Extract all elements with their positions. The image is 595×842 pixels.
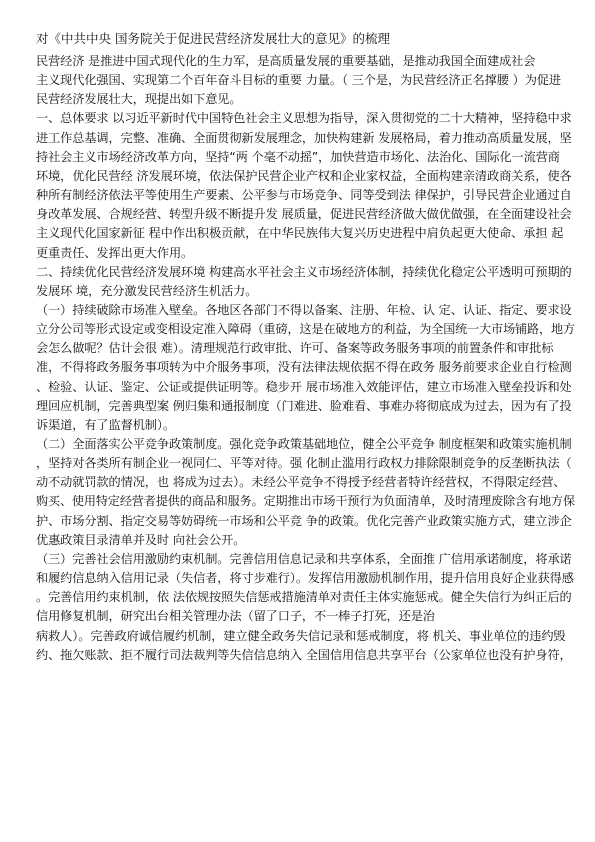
paragraph-line: 二、持续优化民营经济发展环境 构建高水平社会主义市场经济体制，持续优化稳定公平透明可预期的 — [36, 264, 572, 279]
paragraph-line: 购买、使用特定经营者提供的商品和服务。定期推出市场干预行为负面清单，及时清理废除含有地方保 — [36, 494, 575, 509]
paragraph-line: 优惠政策目录清单并及时 向社会公开。 — [36, 532, 246, 547]
paragraph-line: 进工作总基调，完整、准确、全面贯彻新发展理念，加快构建新 发展格局，着力推动高质量发展，坚 — [36, 130, 572, 145]
paragraph-line: 主义现代化国家新征 程中作出积极贡献，在中华民族伟大复兴历史进程中肩负起更大使命、承担 起 — [36, 226, 564, 241]
paragraph-line: （一）持续破除市场准入壁垒。各地区各部门不得以备案、注册、年检、认 定、认证、指定、要求设 — [36, 302, 572, 317]
paragraph-line: 护、市场分割、指定交易等妨碍统一市场和公平竞 争的政策。优化完善产业政策实施方式，建立涉企 — [36, 513, 572, 528]
paragraph-line: 和履约信息纳入信用记录（失信者，将寸步难行）。发挥信用激励机制作用，提升信用良好企业获得感 — [36, 571, 574, 585]
paragraph-line: 发展环 境，充分激发民营经济生机活力。 — [36, 283, 258, 298]
paragraph-line: 民营经济 是推进中国式现代化的生力军，是高质量发展的重要基础，是推动我国全面建成社会 — [36, 54, 536, 68]
paragraph-line: （三）完善社会信用激励约束机制。完善信用信息记录和共享体系，全面推 广信用承诺制度，将承诺 — [36, 551, 572, 566]
paragraph-line: 民营经济发展壮大，现提出如下意见。 — [36, 92, 242, 107]
paragraph-line: 会怎么做呢？估计会很 难）。清理规范行政审批、许可、备案等政务服务事项的前置条件和审批标 — [36, 341, 554, 356]
paragraph-line: 、检验、认证、鉴定、公证或提供证明等。稳步开 展市场准入效能评估，建立市场准入壁垒投诉和处 — [36, 379, 572, 394]
paragraph-line: 立分公司等形式设定或变相设定准入障碍（重磅，这是在破地方的利益，为全国统一大市场铺路，地方 — [36, 322, 575, 337]
paragraph-line: （二）全面落实公平竞争政策制度。强化竞争政策基础地位，健全公平竞争 制度框架和政策实施机制 — [36, 437, 572, 451]
paragraph-line: 种所有制经济依法平等使用生产要素、公平参与市场竞争、同等受到法 律保护，引导民营企业通过自 — [36, 188, 572, 202]
paragraph-line: 约、拖欠账款、拒不履行司法裁判等失信信息纳入 全国信用信息共享平台（公家单位也没有护身符， — [36, 647, 572, 662]
paragraph-line: 理回应机制，完善典型案 例归集和通报制度（门难进、脸难看、事难办将彻底成为过去，因为有了投 — [36, 398, 572, 413]
paragraph-line: 病救人）。完善政府诚信履约机制，建立健全政务失信记录和惩戒制度，将 机关、事业单位的违约毁 — [36, 628, 566, 643]
paragraph-line: 主义现代化强国、实现第二个百年奋斗目标的重要 力量。（ 三个是，为民营经济正名撑腰 ）为促进 — [36, 73, 561, 88]
paragraph-line: 一、总体要求 以习近平新时代中国特色社会主义思想为指导，深入贯彻党的二十大精神，坚持稳中求 — [36, 111, 572, 126]
paragraph-line: 持社会主义市场经济改革方向，坚持“两 个毫不动摇”，加快营造市场化、法治化、国际化一流营商 — [36, 149, 560, 164]
paragraph-line: 准，不得将政务服务事项转为中介服务事项，没有法律法规依据不得在政务 服务前要求企业自行检测 — [36, 360, 572, 375]
document-title: 对《中共中央 国务院关于促进民营经济发展壮大的意见》的梳理 — [36, 31, 390, 46]
paragraph-line: 诉渠道，有了监督机制）。 — [36, 417, 175, 432]
paragraph-line: 身改革发展、合规经营、转型升级不断提升发 展质量，促进民营经济做大做优做强，在全面建设社会 — [36, 207, 572, 222]
paragraph-line: ，坚持对各类所有制企业一视同仁、平等对待。强 化制止滥用行政权力排除限制竞争的反垄断执法（ — [36, 456, 572, 471]
paragraph-line: 环境，优化民营经 济发展环境，依法保护民营企业产权和企业家权益，全面构建亲清政商关系，使各 — [36, 168, 572, 183]
paragraph-line: 信用修复机制，研究出台相关管理办法（留了口子，不一棒子打死，还是治 — [36, 609, 435, 624]
paragraph-line: 动不动就罚款的情况，也 将成为过去）。未经公平竞争不得授予经营者特许经营权，不得限定经营、 — [36, 475, 566, 490]
paragraph-line: 更重责任、发挥出更大作用。 — [36, 245, 194, 260]
paragraph-line: 。完善信用约束机制，依 法依规按照失信惩戒措施清单对责任主体实施惩戒。健全失信行为纠正后的 — [36, 590, 572, 605]
